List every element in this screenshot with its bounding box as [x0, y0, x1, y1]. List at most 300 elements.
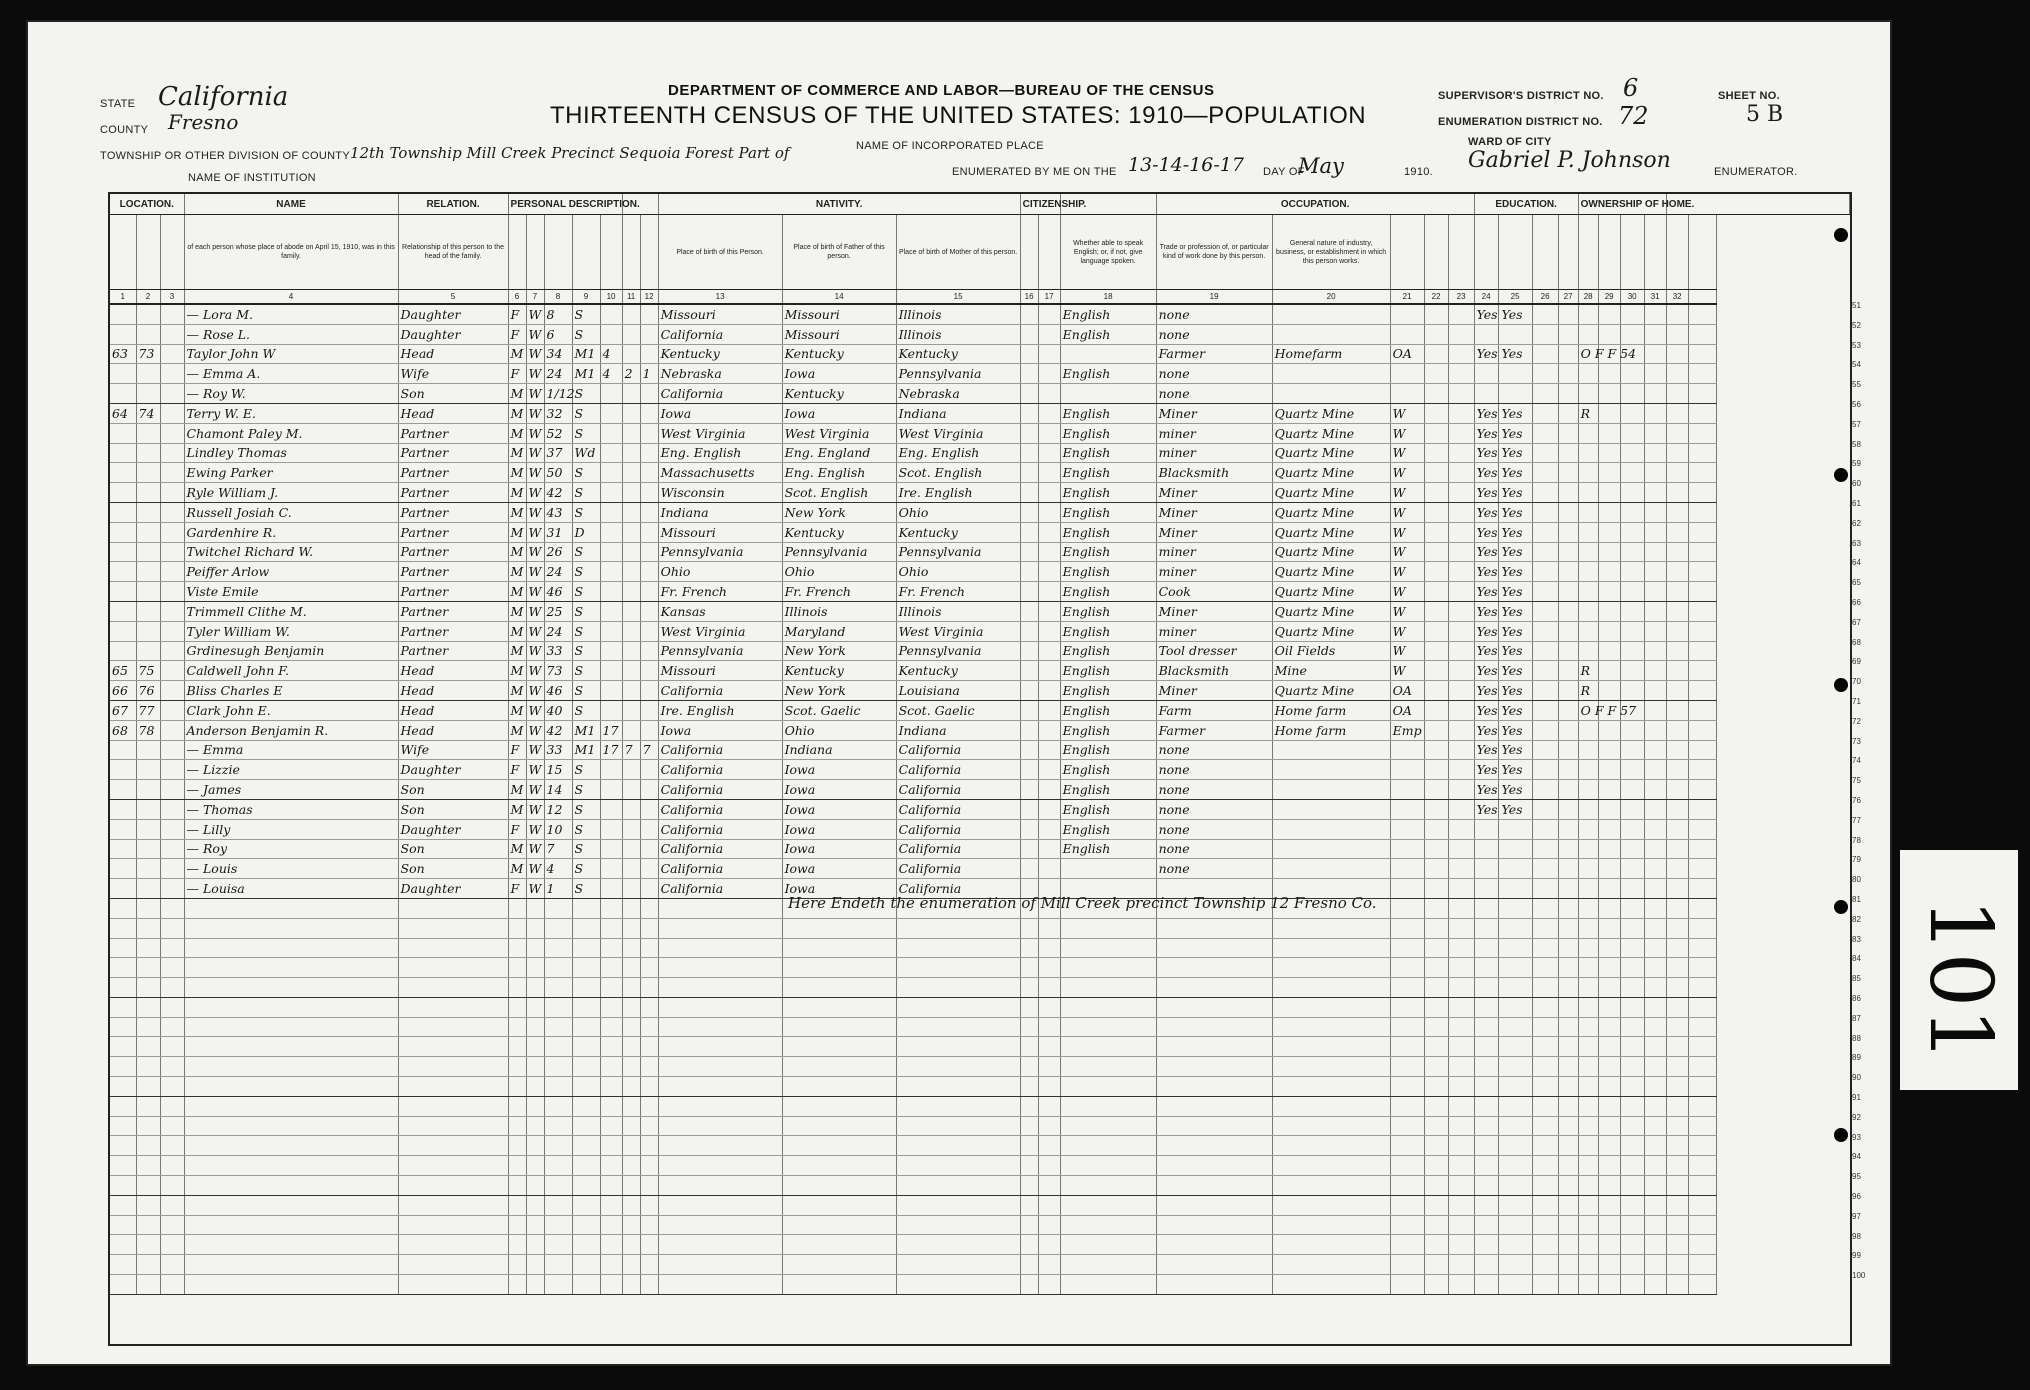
cell-birth: Iowa [658, 403, 782, 423]
cell [1038, 304, 1060, 324]
cell [1558, 1195, 1578, 1215]
cell [1498, 997, 1532, 1017]
cell [1020, 522, 1038, 542]
cell [572, 1195, 600, 1215]
cell [1644, 958, 1666, 978]
cell-name: — Lilly [184, 819, 398, 839]
cell-father-birth: Missouri [782, 304, 896, 324]
cell [1558, 403, 1578, 423]
cell-emp [1390, 839, 1424, 859]
cell [160, 324, 184, 344]
cell-lang: English [1060, 364, 1156, 384]
cell [1498, 1017, 1532, 1037]
cell [640, 1136, 658, 1156]
cell-family: 73 [136, 344, 160, 364]
cell [1620, 1176, 1644, 1196]
cell-name: Clark John E. [184, 700, 398, 720]
cell [1620, 918, 1644, 938]
cell [1688, 621, 1716, 641]
cell-own [1578, 819, 1598, 839]
cell [1688, 859, 1716, 879]
cell [782, 997, 896, 1017]
cell-marital: M1 [572, 344, 600, 364]
cell [1620, 621, 1644, 641]
table-row [110, 304, 1850, 324]
cell-yrs [600, 443, 622, 463]
cell [398, 1017, 508, 1037]
cell [1666, 918, 1688, 938]
cell [1020, 839, 1038, 859]
cell [1272, 1215, 1390, 1235]
cell [572, 1136, 600, 1156]
cell [1532, 997, 1558, 1017]
cell [1272, 1017, 1390, 1037]
cell [1666, 324, 1688, 344]
cell-marital: S [572, 304, 600, 324]
cell-mother-birth: Pennsylvania [896, 542, 1020, 562]
cell [1688, 1195, 1716, 1215]
cell-mother-birth: Pennsylvania [896, 641, 1020, 661]
cell-mother-birth: California [896, 819, 1020, 839]
cell [1038, 403, 1060, 423]
cell [1474, 997, 1498, 1017]
cell-family [136, 621, 160, 641]
cell [640, 1215, 658, 1235]
cell [1532, 384, 1558, 404]
cell [1558, 641, 1578, 661]
cell [1424, 720, 1448, 740]
cell [1474, 1255, 1498, 1275]
cell [508, 978, 526, 998]
cell-dwelling [110, 562, 136, 582]
cell [1448, 760, 1474, 780]
cell [1644, 1215, 1666, 1235]
cell [1598, 562, 1620, 582]
cell-mother-birth: Nebraska [896, 384, 1020, 404]
cell [1620, 443, 1644, 463]
table-row [110, 1195, 1850, 1215]
cell-birth: California [658, 740, 782, 760]
column-number: 11 [622, 290, 640, 305]
cell [1644, 463, 1666, 483]
cell [1020, 1017, 1038, 1037]
cell-alive [640, 839, 658, 859]
table-row [110, 859, 1850, 879]
cell [1532, 1195, 1558, 1215]
cell-emp [1390, 819, 1424, 839]
cell [1532, 760, 1558, 780]
cell-age: 12 [544, 799, 572, 819]
cell [1532, 621, 1558, 641]
cell [1038, 443, 1060, 463]
cell [1532, 720, 1558, 740]
cell [1532, 1275, 1558, 1295]
cell [1448, 859, 1474, 879]
cell [1038, 819, 1060, 839]
cell-dwelling: 64 [110, 403, 136, 423]
cell [1598, 1275, 1620, 1295]
cell-marital: S [572, 621, 600, 641]
cell [572, 1037, 600, 1057]
cell-lit [1474, 839, 1498, 859]
cell-trade: Miner [1156, 522, 1272, 542]
cell [1448, 344, 1474, 364]
cell [1474, 938, 1498, 958]
cell [1038, 859, 1060, 879]
cell [1620, 740, 1644, 760]
cell [782, 978, 896, 998]
cell-father-birth: Scot. Gaelic [782, 700, 896, 720]
cell [1578, 1156, 1598, 1176]
cell-dwelling [110, 780, 136, 800]
cell [658, 918, 782, 938]
table-row [110, 819, 1850, 839]
line-number: 83 [1852, 934, 1861, 944]
cell [658, 1017, 782, 1037]
cell [782, 1077, 896, 1097]
cell-relation: Partner [398, 641, 508, 661]
cell-alive [640, 483, 658, 503]
cell-race: W [526, 760, 544, 780]
cell [1688, 760, 1716, 780]
cell [1688, 601, 1716, 621]
cell [1448, 661, 1474, 681]
cell [622, 1096, 640, 1116]
cell-born [622, 799, 640, 819]
cell [1156, 1077, 1272, 1097]
cell [640, 1176, 658, 1196]
cell-marital: S [572, 403, 600, 423]
cell [1156, 918, 1272, 938]
cell-alive [640, 819, 658, 839]
cell [572, 997, 600, 1017]
cell [1578, 938, 1598, 958]
cell [1688, 443, 1716, 463]
cell-sex: F [508, 304, 526, 324]
cell-emp [1390, 879, 1424, 899]
cell-trade: miner [1156, 423, 1272, 443]
line-number: 79 [1852, 855, 1861, 865]
cell [1688, 819, 1716, 839]
cell [1598, 1156, 1620, 1176]
cell-sex: M [508, 780, 526, 800]
cell [1688, 324, 1716, 344]
cell-father-birth: Missouri [782, 324, 896, 344]
line-number: 71 [1852, 697, 1861, 706]
cell [1688, 483, 1716, 503]
table-row [110, 601, 1850, 621]
cell [782, 1136, 896, 1156]
cell [1688, 1275, 1716, 1295]
cell [1666, 1176, 1688, 1196]
cell [1620, 601, 1644, 621]
cell-family [136, 384, 160, 404]
cell [896, 1195, 1020, 1215]
cell-yrs [600, 542, 622, 562]
cell-born: 2 [622, 364, 640, 384]
cell-family [136, 879, 160, 899]
cell [1558, 1275, 1578, 1295]
table-row [110, 384, 1850, 404]
cell-born [622, 304, 640, 324]
cell-marital: S [572, 582, 600, 602]
line-number: 56 [1852, 400, 1861, 409]
cell [1666, 1195, 1688, 1215]
cell-yrs [600, 522, 622, 542]
cell [160, 997, 184, 1017]
supervisor-label: SUPERVISOR'S DISTRICT NO. [1438, 90, 1604, 102]
cell [1156, 1235, 1272, 1255]
cell [1424, 344, 1448, 364]
cell-alive [640, 562, 658, 582]
cell [1598, 938, 1620, 958]
cell [1390, 918, 1424, 938]
cell [1578, 1037, 1598, 1057]
cell-name: Chamont Paley M. [184, 423, 398, 443]
cell-father-birth: Iowa [782, 859, 896, 879]
cell [1644, 1096, 1666, 1116]
cell-trade: Miner [1156, 681, 1272, 701]
cell-name: Bliss Charles E [184, 681, 398, 701]
cell [110, 1195, 136, 1215]
cell [572, 1057, 600, 1077]
cell [1532, 304, 1558, 324]
cell [1688, 502, 1716, 522]
cell [1038, 1195, 1060, 1215]
cell-father-birth: Ohio [782, 720, 896, 740]
cell [1272, 1156, 1390, 1176]
cell [1020, 621, 1038, 641]
cell [1060, 1255, 1156, 1275]
cell-mother-birth: California [896, 799, 1020, 819]
cell [1598, 879, 1620, 899]
cell-born [622, 641, 640, 661]
cell [1598, 958, 1620, 978]
cell-yrs: 4 [600, 344, 622, 364]
cell [1060, 1195, 1156, 1215]
cell [160, 641, 184, 661]
cell [1578, 1116, 1598, 1136]
cell-relation: Son [398, 384, 508, 404]
cell [1578, 997, 1598, 1017]
cell [1598, 1136, 1620, 1156]
cell [572, 1156, 600, 1176]
cell [544, 1156, 572, 1176]
cell [160, 502, 184, 522]
cell [600, 938, 622, 958]
cell-mother-birth: West Virginia [896, 423, 1020, 443]
cell [160, 760, 184, 780]
cell [398, 918, 508, 938]
cell-birth: West Virginia [658, 423, 782, 443]
cell [1448, 483, 1474, 503]
cell [1644, 1136, 1666, 1156]
cell-age: 14 [544, 780, 572, 800]
cell [896, 1037, 1020, 1057]
cell [1644, 839, 1666, 859]
cell-marital: S [572, 324, 600, 344]
cell [1448, 522, 1474, 542]
column-number: 16 [1020, 290, 1038, 305]
binding-hole [1834, 900, 1848, 914]
cell-mother-birth: Ohio [896, 562, 1020, 582]
cell-alive [640, 344, 658, 364]
cell-trade: none [1156, 839, 1272, 859]
cell [526, 1037, 544, 1057]
cell-lang: English [1060, 621, 1156, 641]
cell-relation: Partner [398, 601, 508, 621]
cell-age: 46 [544, 582, 572, 602]
enumerator-label: ENUMERATOR. [1714, 166, 1798, 178]
cell-race: W [526, 463, 544, 483]
cell [526, 1116, 544, 1136]
cell-father-birth: West Virginia [782, 423, 896, 443]
cell [1390, 1156, 1424, 1176]
cell [1620, 483, 1644, 503]
cell-family [136, 859, 160, 879]
cell-mother-birth: Illinois [896, 324, 1020, 344]
cell-born [622, 780, 640, 800]
cell-alive [640, 641, 658, 661]
cell [1644, 582, 1666, 602]
cell [622, 1215, 640, 1235]
cell-mother-birth: Scot. English [896, 463, 1020, 483]
cell [544, 1176, 572, 1196]
cell-emp [1390, 324, 1424, 344]
cell [1424, 403, 1448, 423]
cell [526, 1057, 544, 1077]
cell [1532, 700, 1558, 720]
cell [1578, 1255, 1598, 1275]
cell-own: O F F 54 [1578, 344, 1598, 364]
cell [1532, 344, 1558, 364]
cell [1020, 304, 1038, 324]
cell [1448, 1195, 1474, 1215]
cell [1598, 1017, 1620, 1037]
cell [1156, 958, 1272, 978]
cell [896, 1156, 1020, 1176]
line-number: 54 [1852, 360, 1861, 370]
cell [1578, 918, 1598, 938]
cell-industry [1272, 384, 1390, 404]
cell [1644, 1275, 1666, 1295]
cell [1474, 918, 1498, 938]
cell [1498, 1176, 1532, 1196]
line-number: 57 [1852, 419, 1861, 429]
cell-marital: S [572, 681, 600, 701]
cell [622, 1275, 640, 1295]
cell [640, 1116, 658, 1136]
column-number: 21 [1390, 290, 1424, 305]
cell-own [1578, 542, 1598, 562]
cell [1620, 562, 1644, 582]
cell [896, 1255, 1020, 1275]
cell [782, 1037, 896, 1057]
cell [136, 1037, 160, 1057]
column-number-row [110, 290, 1850, 305]
table-row [110, 364, 1850, 384]
cell-alive [640, 403, 658, 423]
cell [1424, 502, 1448, 522]
cell-born [622, 760, 640, 780]
cell [1060, 1017, 1156, 1037]
cell [1038, 1275, 1060, 1295]
cell-trade: none [1156, 384, 1272, 404]
cell [1644, 1057, 1666, 1077]
group-education: EDUCATION. [1474, 194, 1578, 215]
cell-age: 32 [544, 403, 572, 423]
cell-trade: Tool dresser [1156, 641, 1272, 661]
cell-race: W [526, 720, 544, 740]
cell-lang: English [1060, 740, 1156, 760]
cell [600, 997, 622, 1017]
cell [1558, 1057, 1578, 1077]
cell-family: 76 [136, 681, 160, 701]
cell-race: W [526, 562, 544, 582]
cell-born [622, 542, 640, 562]
cell-father-birth: Iowa [782, 760, 896, 780]
cell [1448, 1176, 1474, 1196]
cell-lang: English [1060, 443, 1156, 463]
cell [1474, 1156, 1498, 1176]
cell-trade: none [1156, 780, 1272, 800]
cell-industry [1272, 859, 1390, 879]
cell [1038, 423, 1060, 443]
cell [1644, 562, 1666, 582]
cell-yrs [600, 760, 622, 780]
cell-alive [640, 859, 658, 879]
cell [1620, 304, 1644, 324]
cell [1644, 443, 1666, 463]
cell-own [1578, 582, 1598, 602]
cell [1498, 1156, 1532, 1176]
cell [1474, 1195, 1498, 1215]
cell [600, 1116, 622, 1136]
cell [1448, 1156, 1474, 1176]
cell-industry: Quartz Mine [1272, 483, 1390, 503]
cell-marital: Wd [572, 443, 600, 463]
cell [1620, 978, 1644, 998]
cell-age: 1/12 [544, 384, 572, 404]
cell [1644, 760, 1666, 780]
cell-born [622, 403, 640, 423]
cell [1424, 1096, 1448, 1116]
cell [1020, 463, 1038, 483]
cell-lit: Yes Yes [1474, 760, 1498, 780]
cell-age: 25 [544, 601, 572, 621]
cell [1688, 1235, 1716, 1255]
cell [782, 918, 896, 938]
cell-yrs [600, 324, 622, 344]
table-row [110, 681, 1850, 701]
cell [1532, 1096, 1558, 1116]
cell [398, 1275, 508, 1295]
cell [1558, 502, 1578, 522]
cell [1558, 720, 1578, 740]
subheader-trade: Trade or profession of, or particular kind of work done by this person. [1156, 215, 1272, 290]
line-number: 55 [1852, 380, 1861, 390]
cell [1424, 562, 1448, 582]
enumeration-value: 72 [1618, 102, 1649, 130]
cell [136, 1017, 160, 1037]
cell [1390, 997, 1424, 1017]
cell-marital: S [572, 780, 600, 800]
cell-own: R [1578, 681, 1598, 701]
cell-emp: W [1390, 661, 1424, 681]
cell [622, 1116, 640, 1136]
cell [1558, 463, 1578, 483]
cell-lit: Yes Yes [1474, 403, 1498, 423]
